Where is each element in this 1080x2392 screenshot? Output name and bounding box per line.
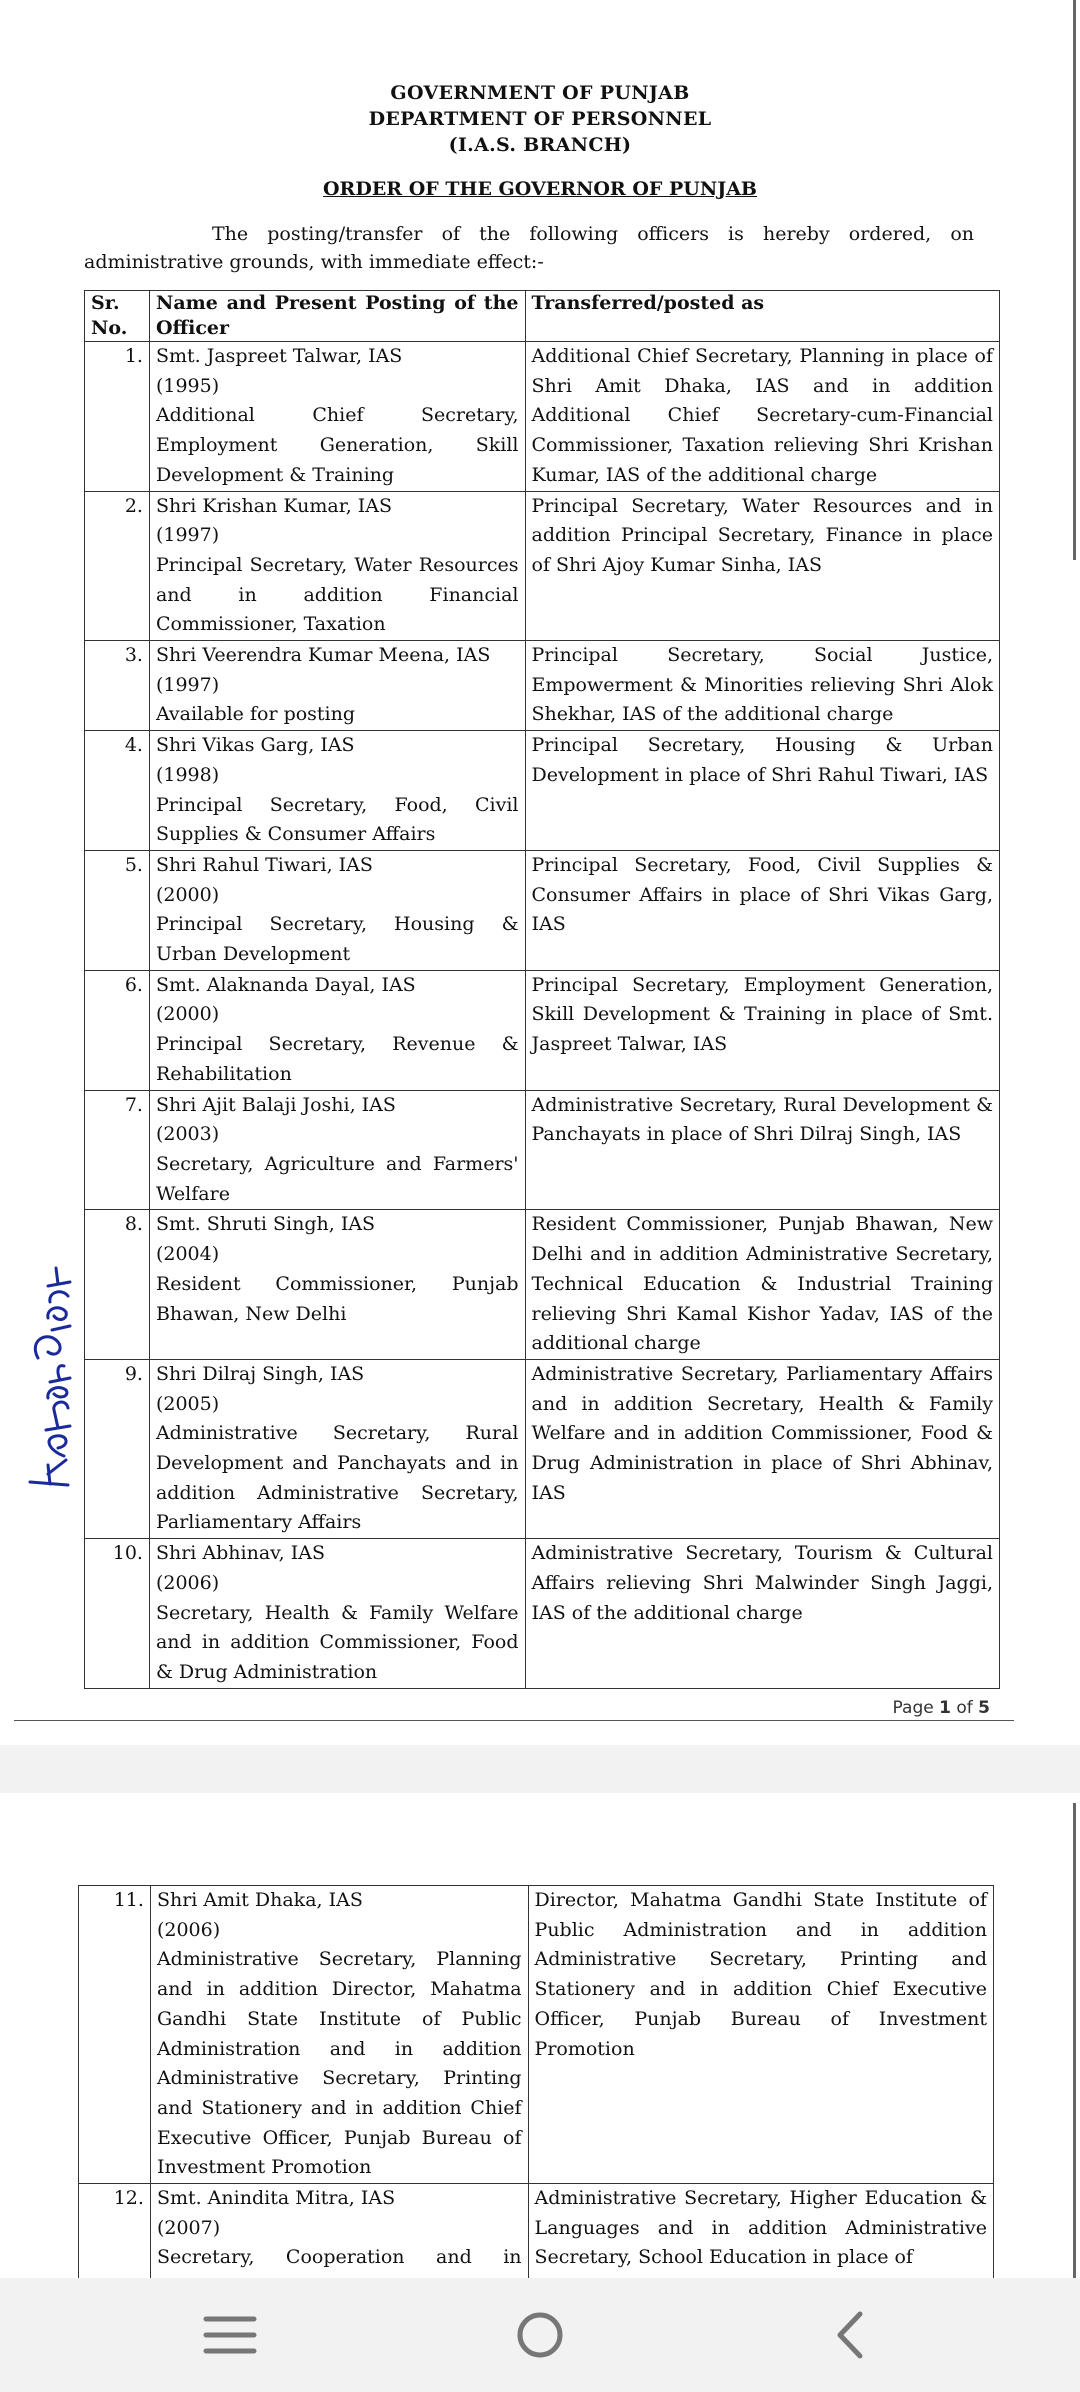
row-serial: 8. [85, 1210, 150, 1360]
row-serial: 12. [79, 2184, 151, 2304]
home-button[interactable] [490, 2278, 590, 2392]
row-officer [149, 1090, 525, 1210]
officer-batch: (2005) [155, 1392, 220, 1415]
row-officer [149, 850, 525, 970]
row-serial: 7. [85, 1090, 150, 1210]
officer-name: Shri Abhinav, IAS [155, 1542, 325, 1565]
row-serial: 5. [85, 850, 150, 970]
row-serial: 10. [85, 1539, 150, 1689]
row-serial: 11. [79, 1886, 151, 2184]
table-row [85, 342, 1000, 492]
present-posting: Secretary, Health & Family Welfare and in addition Commissioner, Food & Drug Administration [155, 1601, 519, 1683]
present-posting: Resident Commissioner, Punjab Bhawan, New Delhi [155, 1272, 519, 1325]
officer-batch: (2003) [155, 1123, 220, 1146]
header-government: GOVERNMENT OF PUNJAB [390, 82, 690, 104]
header-branch: (I.A.S. BRANCH) [448, 134, 632, 156]
row-transferred-as: Principal Secretary, Food, Civil Supplies & Consumer Affairs in place of Shri Vikas Garg, IAS [525, 850, 1000, 970]
header-transferred: Transferred/posted as [525, 291, 1000, 342]
officer-name: Shri Amit Dhaka, IAS [156, 1889, 363, 1911]
row-transferred-as: Administrative Secretary, Parliamentary Affairs and in addition Secretary, Health & Family Welfare and in addition Commissioner, Food & Drug Administration in place of Shri Abhinav, IAS [525, 1359, 1000, 1538]
officer-batch: (1997) [155, 524, 220, 547]
row-transferred-as: Principal Secretary, Social Justice, Empowerment & Minorities relieving Shri Alok Shekhar, IAS of the additional charge [525, 641, 1000, 731]
table-row [85, 970, 1000, 1090]
row-transferred-as: Director, Mahatma Gandhi State Institute of Public Administration and in addition Administrative Secretary, Printing and Stationery and in addition Chief Executive Officer, Punjab Bureau of Investment Promotion [528, 1886, 993, 2184]
page-footer-rule [14, 1720, 1014, 1721]
officer-name: Smt. Jaspreet Talwar, IAS [155, 345, 403, 367]
home-icon [515, 2310, 565, 2360]
row-serial: 4. [85, 731, 150, 851]
officer-batch: (1998) [155, 763, 220, 786]
row-transferred-as: Principal Secretary, Employment Generation, Skill Development & Training in place of Smt. Jaspreet Talwar, IAS [525, 970, 1000, 1090]
table-row [85, 731, 1000, 851]
present-posting: Available for posting [155, 703, 356, 726]
officer-name: Shri Ajit Balaji Joshi, IAS [155, 1093, 396, 1116]
row-transferred-as: Additional Chief Secretary, Planning in place of Shri Amit Dhaka, IAS and in addition Additional Chief Secretary-cum-Financial Commissioner, Taxation relieving Shri Krishan Kumar, IAS of the additional charge [525, 342, 1000, 492]
present-posting: Principal Secretary, Housing & Urban Development [155, 913, 519, 966]
officer-name: Smt. Anindita Mitra, IAS [156, 2187, 396, 2210]
officer-name: Shri Veerendra Kumar Meena, IAS [155, 644, 491, 667]
present-posting: Administrative Secretary, Planning and in addition Director, Mahatma Gandhi State Institute of Public Administration and in addition Administrative Secretary, Printing and Stationery and in addition Chief Executive Officer, Punjab Bureau of Investment Promotion [156, 1948, 522, 2179]
row-serial: 1. [85, 342, 150, 492]
row-officer [149, 491, 525, 641]
officer-batch: (2006) [156, 1918, 221, 1941]
row-transferred-as: Administrative Secretary, Tourism & Cultural Affairs relieving Shri Malwinder Singh Jaggi, IAS of the additional charge [525, 1539, 1000, 1689]
officer-batch: (2000) [155, 1003, 220, 1026]
row-officer [149, 1210, 525, 1360]
page-edge [1073, 1803, 1076, 2278]
officer-batch: (1995) [155, 374, 220, 397]
signature [8, 1260, 98, 1490]
present-posting: Principal Secretary, Revenue & Rehabilitation [155, 1033, 519, 1085]
officer-name: Shri Krishan Kumar, IAS [155, 494, 393, 517]
row-officer [149, 731, 525, 851]
table-row [85, 1539, 1000, 1689]
table-row [85, 1210, 1000, 1360]
table-header-row [85, 291, 1000, 342]
row-officer [149, 1539, 525, 1689]
document-page-2 [0, 1793, 1080, 2278]
transfer-table-page-1 [84, 290, 1000, 1689]
table-row [85, 641, 1000, 731]
row-transferred-as: Principal Secretary, Housing & Urban Development in place of Shri Rahul Tiwari, IAS [525, 731, 1000, 851]
present-posting: Additional Chief Secretary, Employment Generation, Skill Development & Training [155, 404, 519, 486]
table-row [85, 850, 1000, 970]
row-transferred-as: Administrative Secretary, Higher Education & Languages and in addition Administrative Secretary, School Education in place of [528, 2184, 993, 2304]
order-title: ORDER OF THE GOVERNOR OF PUNJAB [323, 178, 757, 200]
officer-batch: (2006) [155, 1571, 220, 1594]
row-transferred-as: Principal Secretary, Water Resources and in addition Principal Secretary, Finance in place of Shri Ajoy Kumar Sinha, IAS [525, 491, 1000, 641]
officer-batch: (2004) [155, 1243, 220, 1266]
officer-batch: (2007) [156, 2216, 221, 2239]
header-department: DEPARTMENT OF PERSONNEL [368, 108, 712, 130]
row-transferred-as: Resident Commissioner, Punjab Bhawan, New Delhi and in addition Administrative Secretary, Technical Education & Industrial Training relieving Shri Kamal Kishor Yadav, IAS of the additional charge [525, 1210, 1000, 1360]
transfer-table-page-2 [78, 1885, 994, 2304]
present-posting: Principal Secretary, Food, Civil Supplies & Consumer Affairs [155, 793, 519, 846]
present-posting: Principal Secretary, Water Resources and in addition Financial Commissioner, Taxation [155, 553, 519, 636]
officer-name: Shri Dilraj Singh, IAS [155, 1362, 365, 1385]
officer-batch: (2000) [155, 883, 220, 906]
page-number: Page 1 of 5 [892, 1698, 990, 1718]
table-row [85, 491, 1000, 641]
present-posting: Secretary, Agriculture and Farmers' Welfare [155, 1152, 519, 1205]
officer-batch: (1997) [155, 673, 220, 696]
row-serial: 2. [85, 491, 150, 641]
table-row [79, 1886, 994, 2184]
row-officer [149, 641, 525, 731]
recent-apps-icon [202, 2313, 258, 2357]
row-transferred-as: Administrative Secretary, Rural Development & Panchayats in place of Shri Dilraj Singh, IAS [525, 1090, 1000, 1210]
header-sr-no: Sr. No. [85, 291, 150, 342]
officer-name: Shri Rahul Tiwari, IAS [155, 853, 373, 876]
row-serial: 3. [85, 641, 150, 731]
officer-name: Smt. Alaknanda Dayal, IAS [155, 973, 416, 996]
row-officer [149, 1359, 525, 1538]
row-officer [150, 1886, 528, 2184]
row-serial: 6. [85, 970, 150, 1090]
present-posting: Secretary, Cooperation and in [156, 2246, 522, 2269]
system-navigation-bar [0, 2278, 1080, 2392]
back-icon [830, 2310, 870, 2360]
back-button[interactable] [800, 2278, 900, 2392]
table-row [85, 1359, 1000, 1538]
recent-apps-button[interactable] [180, 2278, 280, 2392]
row-officer [149, 342, 525, 492]
table-row [85, 1090, 1000, 1210]
header-name-posting: Name and Present Posting of the Officer [149, 291, 525, 342]
row-officer [149, 970, 525, 1090]
present-posting: Administrative Secretary, Rural Development and Panchayats and in addition Administrative Secretary, Parliamentary Affairs [155, 1422, 519, 1534]
officer-name: Smt. Shruti Singh, IAS [155, 1213, 376, 1236]
officer-name: Shri Vikas Garg, IAS [155, 734, 355, 757]
row-serial: 9. [85, 1359, 150, 1538]
page-gap [0, 1745, 1080, 1793]
intro-paragraph: The posting/transfer of the following officers is hereby ordered, on administrative grounds, with immediate effect:- [84, 223, 974, 273]
